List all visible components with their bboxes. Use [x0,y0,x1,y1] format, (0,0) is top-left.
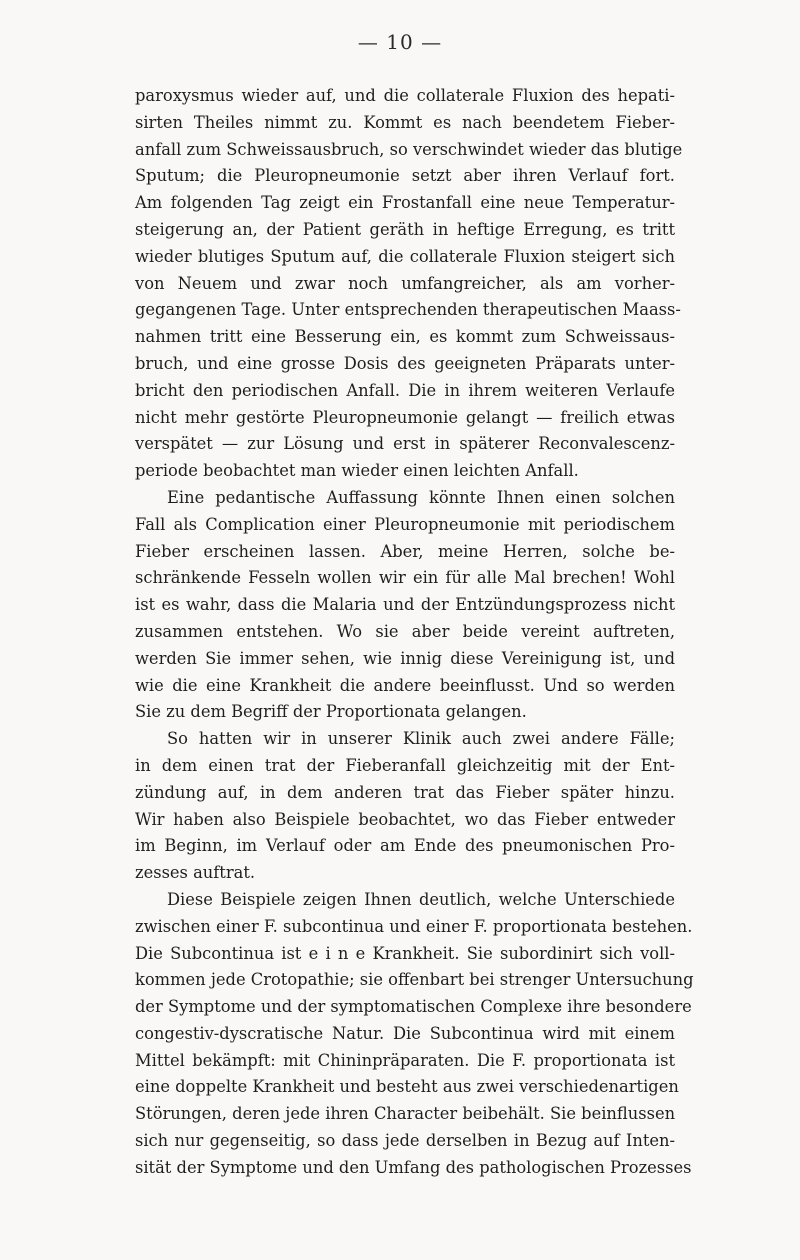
text-line: Sputum; die Pleuropneumonie setzt aber ihren Verlauf fort. [135,166,675,186]
text-line: Die Subcontinua ist e i n e Krankheit. Sie subordinirt sich voll- [135,943,675,963]
text-line: So hatten wir in unserer Klinik auch zwei andere Fälle; [167,729,675,749]
text-line: Am folgenden Tag zeigt ein Frostanfall eine neue Temperatur- [135,193,675,213]
text-line: congestiv-dyscratische Natur. Die Subcontinua wird mit einem [135,1023,675,1043]
text-line: Mittel bekämpft: mit Chininpräparaten. Die F. proportionata ist [135,1050,675,1070]
text-line: periode beobachtet man wieder einen leichten Anfall. [135,461,579,481]
paragraph-1 [135,83,683,485]
paragraph-4 [135,887,694,1182]
text-line: nicht mehr gestörte Pleuropneumonie gelangt — freilich etwas [135,407,675,427]
page-number: — 10 — [357,30,443,54]
text-line: sich nur gegenseitig, so dass jede derselben in Bezug auf Inten- [135,1131,675,1151]
text-line: bricht den periodischen Anfall. Die in ihrem weiteren Verlaufe [135,380,675,400]
text-line: von Neuem und zwar noch umfangreicher, als am vorher- [135,273,675,293]
text-line: gegangenen Tage. Unter entsprechenden therapeutischen Maass- [135,300,681,320]
paragraph-2 [135,485,675,726]
text-line: Fieber erscheinen lassen. Aber, meine Herren, solche be- [135,541,675,561]
text-line: zusammen entstehen. Wo sie aber beide vereint auftreten, [135,621,675,641]
text-line: Wir haben also Beispiele beobachtet, wo das Fieber entweder [135,809,675,829]
text-line: Eine pedantische Auffassung könnte Ihnen einen solchen [167,487,675,507]
text-line: werden Sie immer sehen, wie innig diese Vereinigung ist, und [135,648,675,668]
text-line: Fall als Complication einer Pleuropneumonie mit periodischem [135,514,675,534]
text-line: schränkende Fesseln wollen wir ein für alle Mal brechen! Wohl [135,568,675,588]
text-line: im Beginn, im Verlauf oder am Ende des pneumonischen Pro- [135,836,675,856]
text-line: wieder blutiges Sputum auf, die collaterale Fluxion steigert sich [135,246,675,266]
text-line: in dem einen trat der Fieberanfall gleichzeitig mit der Ent- [135,755,675,775]
text-line: ist es wahr, dass die Malaria und der Entzündungsprozess nicht [135,595,675,615]
body-text [135,83,694,1182]
text-line: anfall zum Schweissausbruch, so verschwindet wieder das blutige [135,139,683,159]
text-line: paroxysmus wieder auf, und die collaterale Fluxion des hepati- [135,86,675,105]
text-line: wie die eine Krankheit die andere beeinflusst. Und so werden [135,675,675,695]
text-line: nahmen tritt eine Besserung ein, es kommt zum Schweissaus- [135,327,675,347]
text-line: kommen jede Crotopathie; sie offenbart bei strenger Untersuchung [135,970,694,990]
text-line: bruch, und eine grosse Dosis des geeigneten Präparats unter- [135,353,675,373]
text-line: der Symptome und der symptomatischen Complexe ihre besondere [135,997,692,1017]
text-line: Störungen, deren jede ihren Character beibehält. Sie beinflussen [135,1104,676,1124]
text-line: zesses auftrat. [135,863,256,883]
text-line: Diese Beispiele zeigen Ihnen deutlich, welche Unterschiede [167,889,675,909]
text-line: steigerung an, der Patient geräth in heftige Erregung, es tritt [135,219,675,239]
text-line: sität der Symptome und den Umfang des pathologischen Prozesses [135,1157,692,1177]
text-line: verspätet — zur Lösung und erst in späterer Reconvalescenz- [135,434,675,454]
text-line: zwischen einer F. subcontinua und einer F. proportionata bestehen. [135,916,693,936]
text-line: sirten Theiles nimmt zu. Kommt es nach beendetem Fieber- [135,112,675,132]
text-line: Sie zu dem Begriff der Proportionata gelangen. [135,702,527,722]
text-line: eine doppelte Krankheit und besteht aus zwei verschiedenartigen [135,1077,679,1097]
text-line: zündung auf, in dem anderen trat das Fieber später hinzu. [135,782,675,802]
paragraph-3 [135,726,675,887]
